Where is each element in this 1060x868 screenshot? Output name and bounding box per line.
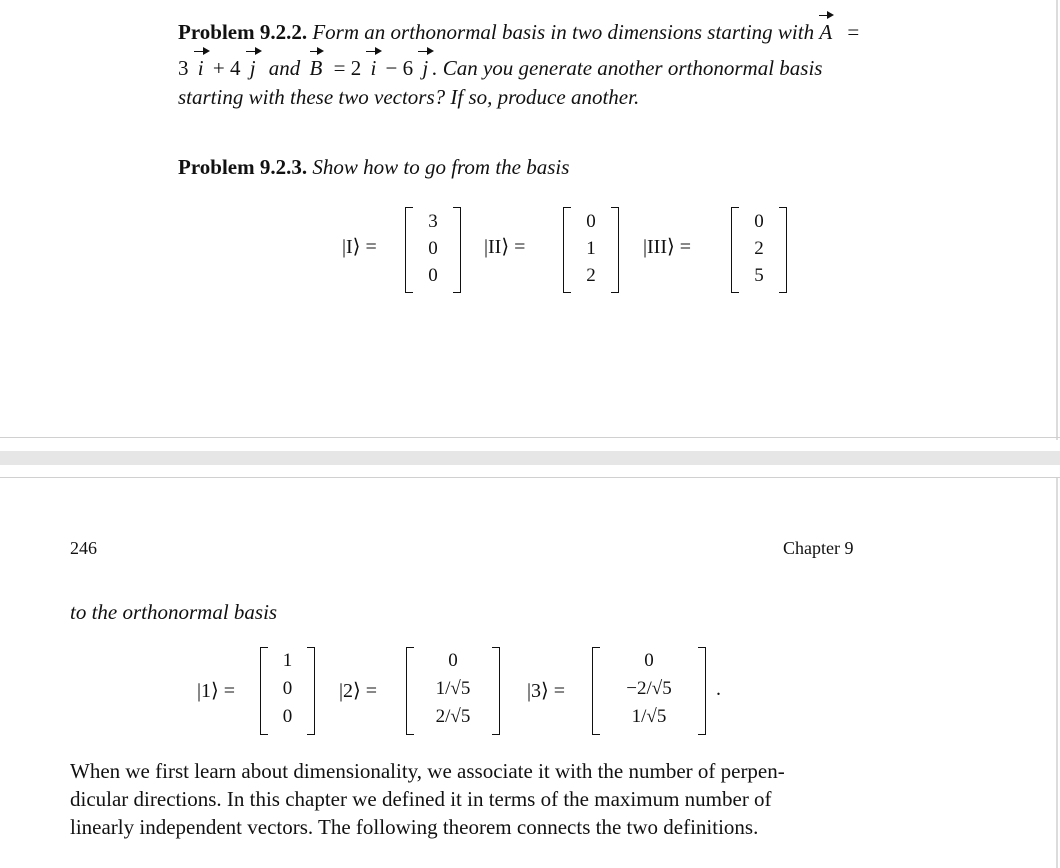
paragraph-line: When we first learn about dimensionality, we associate it with the number of perpen- (70, 759, 785, 783)
matrix-entry: 0 (428, 238, 438, 259)
problem-9-2-2-line2 (178, 56, 822, 81)
matrix-entry: 1 (282, 650, 293, 671)
page-separator-line (0, 437, 1060, 438)
matrix-entry: 2 (586, 265, 596, 286)
page-separator-line (0, 477, 1060, 478)
continuation-text: to the orthonormal basis (70, 600, 278, 624)
matrix-entry: 1/√5 (435, 678, 471, 699)
b-coef-i: 2 (350, 56, 362, 80)
matrix-entry: 0 (644, 650, 654, 671)
equals-sign: = (847, 20, 860, 44)
problem-text: Form an orthonormal basis in two dimensions starting with (312, 20, 815, 44)
matrix-entry: 0 (448, 650, 458, 671)
equals-sign: = (333, 56, 346, 80)
ket-III-label: |III⟩ = (643, 236, 692, 258)
b-coef-j: 6 (402, 56, 414, 80)
ket-I-matrix (405, 207, 461, 293)
paragraph-line: dicular directions. In this chapter we defined it in terms of the maximum number of (70, 787, 772, 811)
unit-j: j (246, 56, 260, 81)
page-edge (1056, 478, 1058, 868)
matrix-entry: 0 (586, 211, 596, 232)
ket-1-label: |1⟩ = (197, 680, 236, 702)
ket-2-matrix (406, 647, 500, 735)
chapter-header: Chapter 9 (783, 538, 854, 558)
final-period: . (716, 678, 721, 700)
ket-I-label: |I⟩ = (342, 236, 377, 258)
ket-III-matrix (731, 207, 787, 293)
and-word: and (268, 56, 301, 80)
problem-9-2-3-line (178, 155, 569, 180)
problem-text: Show how to go from the basis (312, 155, 570, 179)
problem-label: Problem 9.2.3. (178, 155, 308, 179)
problem-9-2-2-line1 (178, 20, 859, 45)
vector-a: A (819, 20, 833, 44)
ket-II-label: |II⟩ = (484, 236, 526, 258)
unit-i: i (366, 56, 380, 81)
plus-sign: + (212, 56, 225, 80)
paragraph-line: linearly independent vectors. The following theorem connects the two definitions. (70, 815, 759, 839)
problem-text-tail: . Can you generate another orthonormal basis (432, 56, 823, 80)
unit-i: i (194, 56, 208, 81)
matrix-entry: 0 (428, 265, 438, 286)
page-number: 246 (70, 538, 97, 558)
ket-3-matrix (592, 647, 706, 735)
vector-b: B (309, 56, 323, 80)
ket-II-matrix (563, 207, 619, 293)
page-separator-band (0, 451, 1060, 465)
a-coef-i: 3 (178, 56, 189, 80)
matrix-entry: 2 (754, 238, 764, 259)
matrix-entry: 1 (586, 238, 596, 259)
problem-9-2-2-line3: starting with these two vectors? If so, produce another. (178, 85, 640, 109)
ket-1-matrix (260, 647, 315, 735)
matrix-entry: 5 (754, 265, 764, 286)
ket-2-label: |2⟩ = (339, 680, 378, 702)
matrix-entry: 1/√5 (631, 706, 667, 727)
matrix-entry: 3 (428, 211, 438, 232)
matrix-entry: −2/√5 (626, 678, 672, 699)
matrix-entry: 0 (754, 211, 764, 232)
matrix-entry: 0 (282, 706, 293, 727)
body-paragraph (70, 757, 785, 841)
minus-sign: − (385, 56, 398, 80)
page-edge (1056, 0, 1058, 440)
ket-3-label: |3⟩ = (527, 680, 566, 702)
problem-label: Problem 9.2.2. (178, 20, 308, 44)
a-coef-j: 4 (229, 56, 241, 80)
matrix-entry: 2/√5 (435, 706, 471, 727)
matrix-entry: 0 (282, 678, 293, 699)
unit-j: j (418, 56, 432, 81)
